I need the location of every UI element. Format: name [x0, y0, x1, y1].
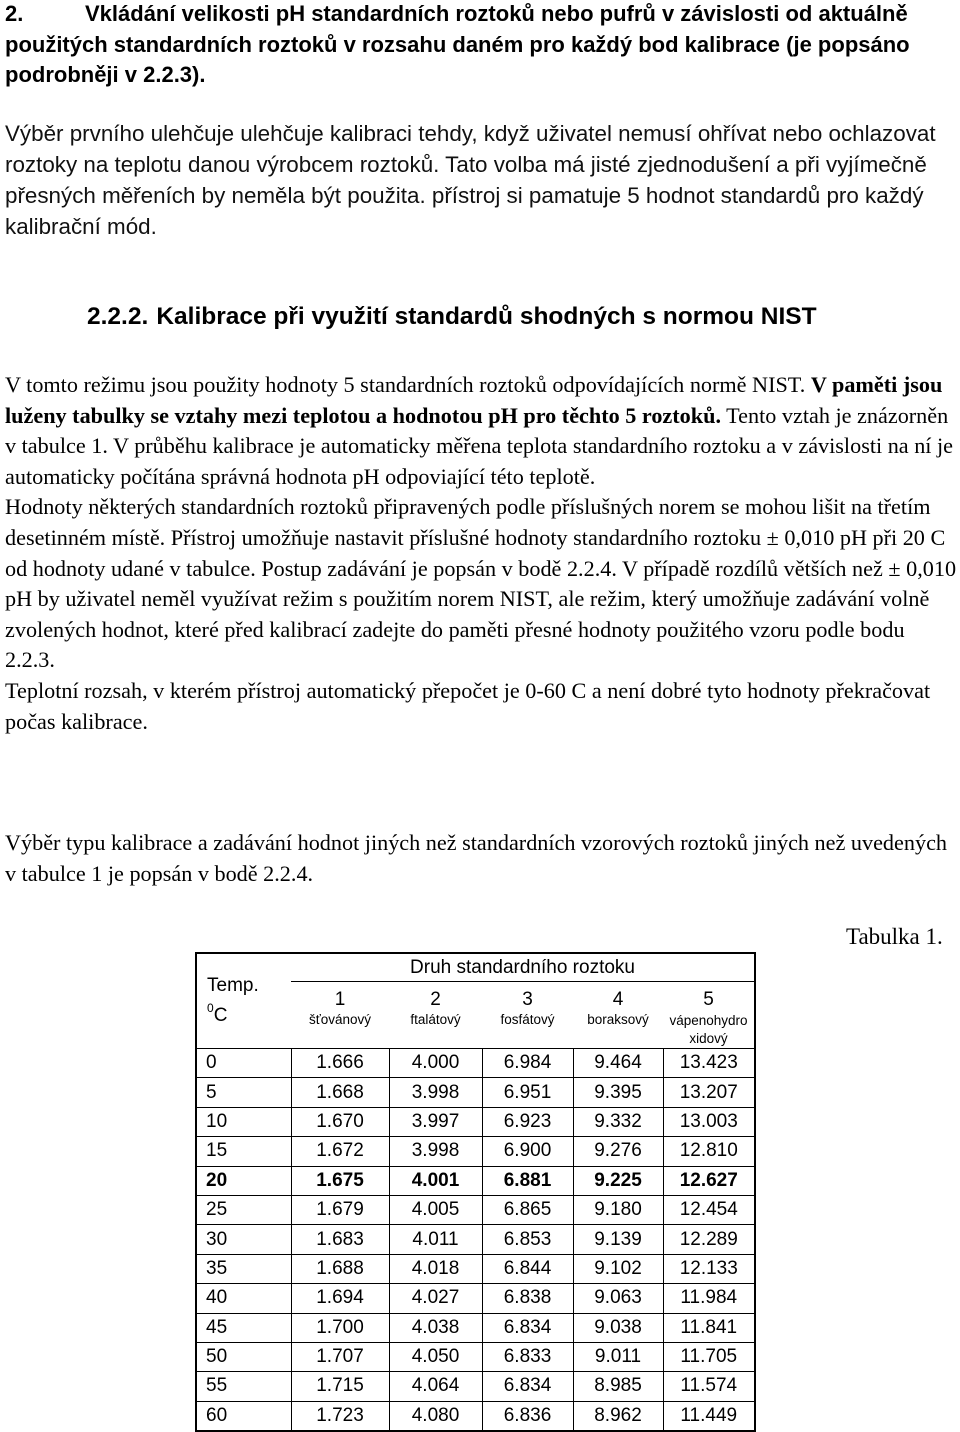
temp-unit: C — [213, 1005, 228, 1026]
ph-value-cell: 1.668 — [291, 1078, 389, 1107]
table-row — [196, 1313, 755, 1342]
nist-paragraph-1 — [5, 370, 957, 492]
temperature-cell: 50 — [196, 1342, 291, 1371]
ph-value-cell: 1.675 — [291, 1166, 389, 1195]
temperature-cell: 15 — [196, 1137, 291, 1166]
ph-value-cell: 1.679 — [291, 1195, 389, 1224]
table-row — [196, 1078, 755, 1107]
ph-value-cell: 1.672 — [291, 1137, 389, 1166]
ph-value-cell: 13.207 — [663, 1078, 755, 1107]
nist-paragraph-3: Teplotní rozsah, v kterém přístroj automatický přepočet je 0-60 C a není dobré tyto hodnoty překračovat počas kalibrace. — [5, 677, 931, 734]
ph-value-cell: 1.707 — [291, 1342, 389, 1371]
nist-text-1: V tomto režimu jsou použity hodnoty 5 standardních roztoků odpovídajících normě NIST. — [5, 372, 806, 397]
table-row — [196, 1254, 755, 1283]
ph-value-cell: 1.694 — [291, 1284, 389, 1313]
item-number: 2. — [5, 1, 24, 26]
ph-value-cell: 9.395 — [573, 1078, 663, 1107]
section-title: Kalibrace při využití standardů shodných s normou NIST — [156, 303, 817, 330]
ph-value-cell: 1.683 — [291, 1225, 389, 1254]
ph-value-cell: 4.064 — [389, 1372, 482, 1401]
ph-value-cell: 13.003 — [663, 1107, 755, 1136]
ph-value-cell: 12.454 — [663, 1195, 755, 1224]
nist-text-2: Tento vztah je znázorněn v tabulce 1. V průběhu kalibrace je automaticky měřena teplota standardního roztoku a v závislosti na ní je automaticky počítána správná hodnota pH odpoviající této teplotě. — [5, 402, 954, 489]
ph-value-cell: 4.018 — [389, 1254, 482, 1283]
ph-value-cell: 9.332 — [573, 1107, 663, 1136]
ph-value-cell: 4.027 — [389, 1284, 482, 1313]
ph-value-cell: 1.688 — [291, 1254, 389, 1283]
ph-value-cell: 4.011 — [389, 1225, 482, 1254]
group-header: Druh standardního roztoku — [291, 953, 755, 982]
ph-value-cell: 6.838 — [482, 1284, 573, 1313]
ph-value-cell: 8.962 — [573, 1401, 663, 1431]
ph-value-cell: 11.449 — [663, 1401, 755, 1431]
ph-value-cell: 6.951 — [482, 1078, 573, 1107]
ph-value-cell: 4.005 — [389, 1195, 482, 1224]
ph-value-cell: 9.038 — [573, 1313, 663, 1342]
temp-degree-sup: 0 — [207, 1001, 214, 1015]
temperature-cell: 5 — [196, 1078, 291, 1107]
item-title: Vkládání velikosti pH standardních roztoků nebo pufrů v závislosti od aktuálně použitých standardních roztoků v rozsahu daném pro každý bod kalibrace (je popsáno podrobněji v 2.2.3). — [5, 1, 910, 87]
ph-value-cell: 1.715 — [291, 1372, 389, 1401]
ph-value-cell: 3.998 — [389, 1078, 482, 1107]
ph-value-cell: 11.984 — [663, 1284, 755, 1313]
temp-header — [196, 953, 291, 1049]
ph-value-cell: 6.836 — [482, 1401, 573, 1431]
temperature-cell: 0 — [196, 1049, 291, 1078]
temperature-cell: 20 — [196, 1166, 291, 1195]
temperature-cell: 45 — [196, 1313, 291, 1342]
ph-value-cell: 6.853 — [482, 1225, 573, 1254]
ph-value-cell: 6.984 — [482, 1049, 573, 1078]
ph-value-cell: 1.723 — [291, 1401, 389, 1431]
item-heading — [5, 0, 957, 91]
table-row — [196, 1107, 755, 1136]
column-name: vápenohydro xidový — [669, 1013, 748, 1046]
table-row — [196, 1372, 755, 1401]
ph-value-cell: 11.574 — [663, 1372, 755, 1401]
ph-value-cell: 6.834 — [482, 1372, 573, 1401]
calibration-paragraph: Výběr typu kalibrace a zadávání hodnot jiných než standardních vzorových roztoků jiných než uvedených v tabulce 1 je popsán v bodě 2.2.4. — [5, 830, 948, 886]
ph-value-cell: 9.102 — [573, 1254, 663, 1283]
ph-value-cell: 9.464 — [573, 1049, 663, 1078]
item-paragraph: Výběr prvního ulehčuje ulehčuje kalibraci tehdy, když uživatel nemusí ohřívat nebo ochlazovat roztoky na teplotu danou výrobcem roztoků. Tato volba má jisté zjednodušení a při vyjímečně přesných měřeních by neměla být použita. přístroj si pamatuje 5 hodnot standardů pro každý kalibrační mód. — [5, 121, 936, 239]
ph-value-cell: 9.276 — [573, 1137, 663, 1166]
ph-value-cell: 11.841 — [663, 1313, 755, 1342]
table-row — [196, 1225, 755, 1254]
ph-value-cell: 8.985 — [573, 1372, 663, 1401]
temperature-cell: 55 — [196, 1372, 291, 1401]
ph-value-cell: 9.139 — [573, 1225, 663, 1254]
temperature-cell: 30 — [196, 1225, 291, 1254]
ph-value-cell: 3.998 — [389, 1137, 482, 1166]
column-name: fosfátový — [500, 1012, 555, 1027]
ph-value-cell: 9.063 — [573, 1284, 663, 1313]
nist-body — [5, 370, 957, 737]
ph-value-cell: 6.923 — [482, 1107, 573, 1136]
ph-value-cell: 6.833 — [482, 1342, 573, 1371]
ph-value-cell: 4.050 — [389, 1342, 482, 1371]
ph-value-cell: 9.011 — [573, 1342, 663, 1371]
section-number: 2.2.2. — [87, 303, 149, 330]
table-row — [196, 1137, 755, 1166]
ph-value-cell: 4.080 — [389, 1401, 482, 1431]
ph-value-cell: 9.225 — [573, 1166, 663, 1195]
temp-header-label: Temp. — [207, 975, 259, 996]
ph-value-cell: 3.997 — [389, 1107, 482, 1136]
column-number: 4 — [612, 989, 624, 1010]
table-row — [196, 1166, 755, 1195]
table-row — [196, 1401, 755, 1431]
nist-table — [195, 952, 756, 1432]
ph-value-cell: 12.627 — [663, 1166, 755, 1195]
ph-value-cell: 11.705 — [663, 1342, 755, 1371]
table-header-row — [196, 953, 755, 982]
ph-value-cell: 6.881 — [482, 1166, 573, 1195]
table-row — [196, 1049, 755, 1078]
ph-value-cell: 4.000 — [389, 1049, 482, 1078]
column-name: šťovánový — [308, 1012, 372, 1027]
column-name: boraksový — [587, 1012, 649, 1027]
temperature-cell: 40 — [196, 1284, 291, 1313]
ph-value-cell: 13.423 — [663, 1049, 755, 1078]
ph-value-cell: 6.865 — [482, 1195, 573, 1224]
ph-value-cell: 6.834 — [482, 1313, 573, 1342]
ph-value-cell: 12.810 — [663, 1137, 755, 1166]
ph-value-cell: 9.180 — [573, 1195, 663, 1224]
temperature-cell: 10 — [196, 1107, 291, 1136]
ph-value-cell: 12.133 — [663, 1254, 755, 1283]
ph-value-cell: 4.001 — [389, 1166, 482, 1195]
ph-value-cell: 6.844 — [482, 1254, 573, 1283]
column-number: 2 — [430, 989, 441, 1010]
ph-value-cell: 1.670 — [291, 1107, 389, 1136]
ph-value-cell: 12.289 — [663, 1225, 755, 1254]
ph-value-cell: 1.666 — [291, 1049, 389, 1078]
table-body — [196, 1049, 755, 1432]
ph-value-cell: 6.900 — [482, 1137, 573, 1166]
table-row — [196, 1195, 755, 1224]
ph-value-cell: 1.700 — [291, 1313, 389, 1342]
column-number: 3 — [522, 989, 533, 1010]
column-number: 1 — [334, 989, 346, 1010]
column-number: 5 — [703, 989, 714, 1010]
ph-value-cell: 4.038 — [389, 1313, 482, 1342]
temperature-cell: 60 — [196, 1401, 291, 1431]
nist-paragraph-2: Hodnoty některých standardních roztoků připravených podle příslušných norem se mohou lišit na třetím desetinném místě. Přístroj umožňuje nastavit příslušné hodnoty standardního roztoku ± 0,010 pH při 20 C od hodnoty udané v tabulce. Postup zadávání je popsán v bodě 2.2.4. V případě rozdílů větších než ± 0,010 pH by uživatel neměl využívat režim s použitím norem NIST, ale režim, který umožňuje zadávání volně zvolených hodnot, které před kalibrací zadejte do paměti přesné hodnoty použitého vzoru podle bodu 2.2.3. — [5, 494, 957, 673]
table-row — [196, 1342, 755, 1371]
section-heading — [87, 299, 817, 335]
temperature-cell: 35 — [196, 1254, 291, 1283]
nist-text-bold: V paměti jsou luženy tabulky se vztahy mezi teplotou a hodnotou pH pro těchto 5 roztoků. — [5, 372, 943, 428]
table-caption: Tabulka 1. — [846, 924, 943, 949]
column-name: ftalátový — [410, 1012, 461, 1027]
table-row — [196, 1284, 755, 1313]
temperature-cell: 25 — [196, 1195, 291, 1224]
